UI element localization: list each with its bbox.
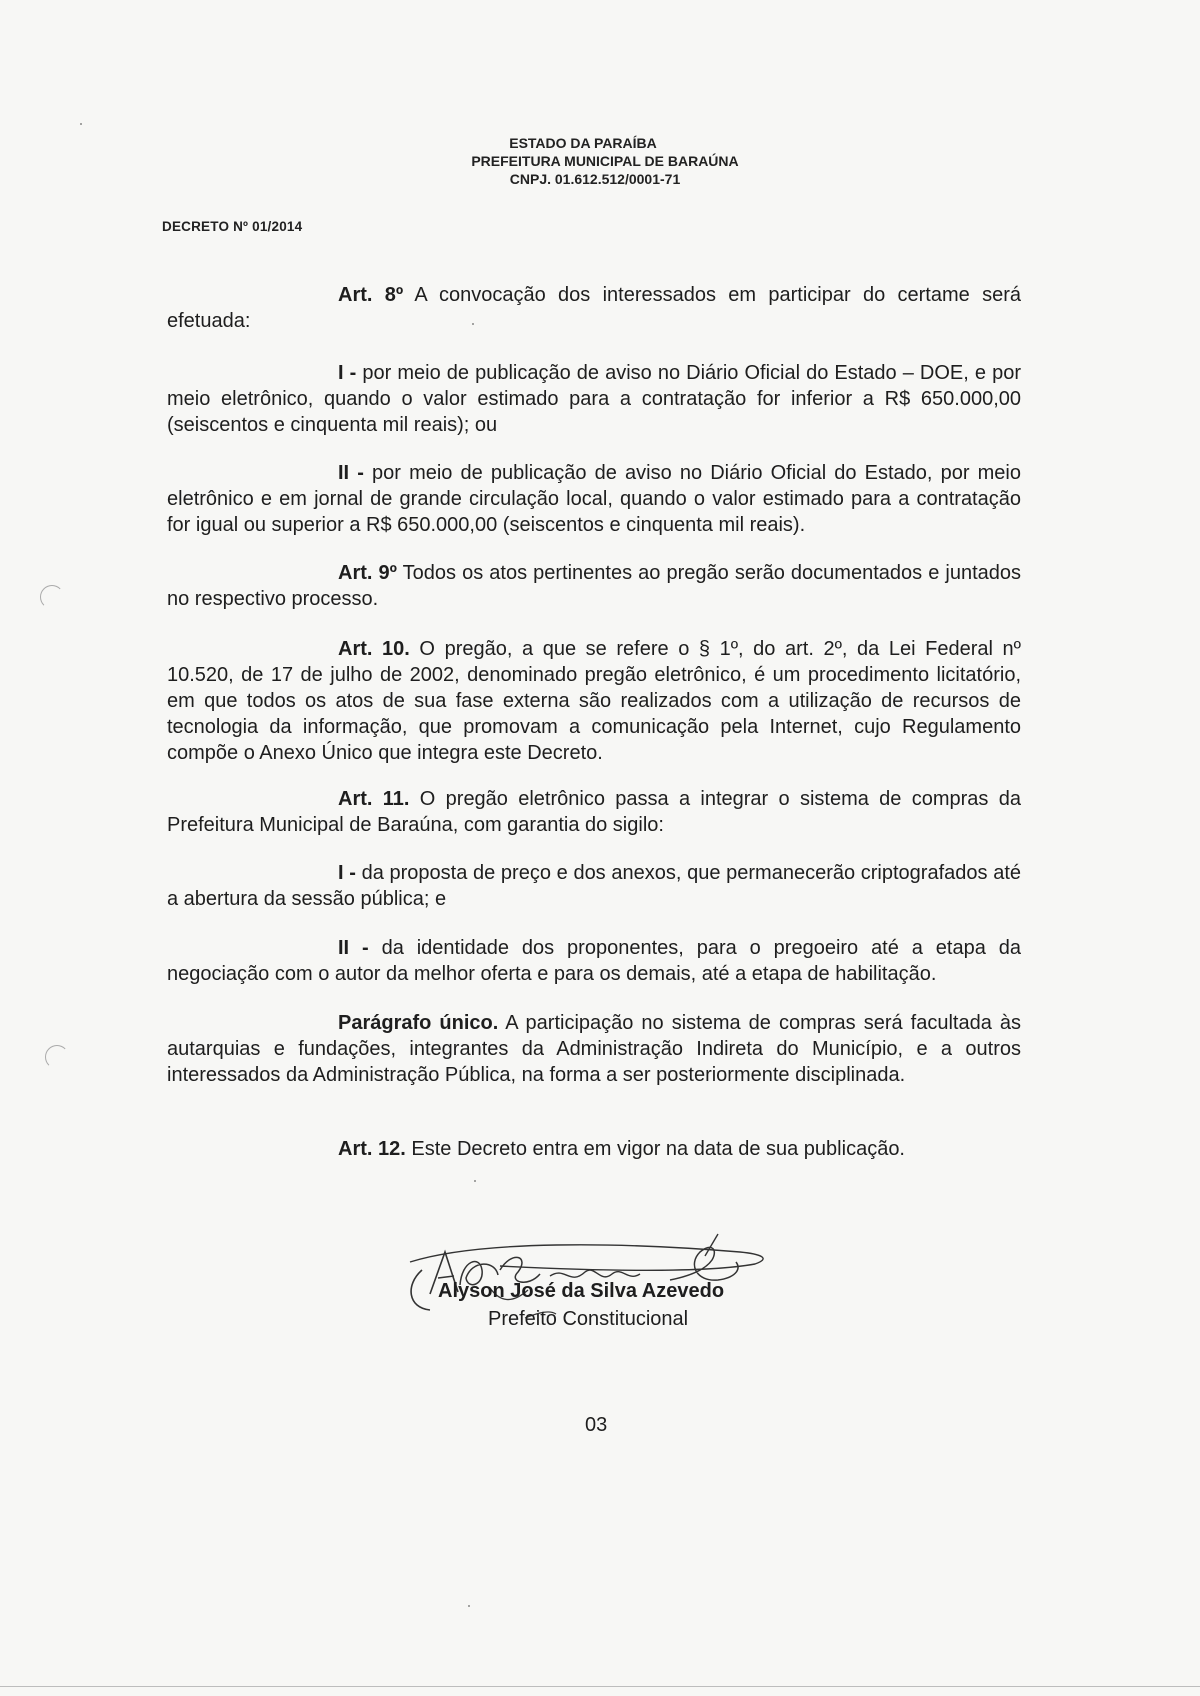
single-paragraph <box>167 1010 1021 1088</box>
article-11-item-2-text: da identidade dos proponentes, para o pregoeiro até a etapa da negociação com o autor da melhor oferta e para os demais, até a etapa de habilitação. <box>167 937 1021 985</box>
article-11 <box>167 786 1021 838</box>
article-12 <box>167 1136 1021 1162</box>
article-11-item-1-label: I - <box>338 862 356 884</box>
article-8 <box>167 282 1021 334</box>
article-10 <box>167 636 1021 766</box>
page-number: 03 <box>585 1414 608 1436</box>
article-12-text: Este Decreto entra em vigor na data de sua publicação. <box>405 1138 905 1160</box>
article-8-item-1-text: por meio de publicação de aviso no Diário Oficial do Estado – DOE, e por meio eletrônico, quando o valor estimado para a contratação for inferior a R$ 650.000,00 (seiscentos e cinquenta mil reais); ou <box>167 362 1021 436</box>
article-8-item-2-text: por meio de publicação de aviso no Diário Oficial do Estado, por meio eletrônico e em jornal de grande circulação local, quando o valor estimado para a contratação for igual ou superior a R$ 650.000,00 (seiscentos e cinquenta mil reais). <box>167 462 1021 536</box>
article-9 <box>167 560 1021 612</box>
decree-number: DECRETO Nº 01/2014 <box>162 219 303 234</box>
scan-speck <box>468 1605 470 1607</box>
article-9-label: Art. 9º <box>338 562 397 584</box>
article-8-text: A convocação dos interessados em participar do certame será efetuada: <box>167 284 1021 332</box>
scan-edge <box>0 1686 1200 1687</box>
article-8-item-2-label: II - <box>338 462 364 484</box>
article-8-item-1 <box>167 360 1021 438</box>
article-11-item-2-label: II - <box>338 937 369 959</box>
article-10-text: O pregão, a que se refere o § 1º, do art. 2º, da Lei Federal nº 10.520, de 17 de julho de 2002, denominado pregão eletrônico, é um procedimento licitatório, em que todos os atos de sua fase externa são realizados com a utilização de recursos de tecnologia da informação, que promovam a comunicação pela Internet, cujo Regulamento compõe o Anexo Único que integra este Decreto. <box>167 638 1021 764</box>
article-11-text: O pregão eletrônico passa a integrar o sistema de compras da Prefeitura Municipal de Baraúna, com garantia do sigilo: <box>167 788 1021 836</box>
letterhead <box>380 134 830 188</box>
punch-hole-mark <box>40 585 64 609</box>
signature-block <box>400 1230 800 1340</box>
article-8-label: Art. 8º <box>338 284 404 306</box>
single-paragraph-label: Parágrafo único. <box>338 1012 499 1034</box>
article-12-label: Art. 12. <box>338 1138 406 1160</box>
article-8-item-1-label: I - <box>338 362 357 384</box>
signatory-title: Prefeito Constitucional <box>488 1308 689 1330</box>
article-11-label: Art. 11. <box>338 788 410 810</box>
article-11-item-2 <box>167 935 1021 987</box>
cnpj-number: CNPJ. 01.612.512/0001-71 <box>509 171 681 187</box>
signatory-name: Alyson José da Silva Azevedo <box>438 1280 725 1302</box>
article-8-item-2 <box>167 460 1021 538</box>
scan-speck <box>474 1180 476 1182</box>
article-10-label: Art. 10. <box>338 638 410 660</box>
article-11-item-1-text: da proposta de preço e dos anexos, que permanecerão criptografados até a abertura da sessão pública; e <box>167 862 1021 910</box>
state-name: ESTADO DA PARAÍBA <box>509 135 657 151</box>
article-9-text: Todos os atos pertinentes ao pregão serão documentados e juntados no respectivo processo. <box>167 562 1021 610</box>
article-11-item-1 <box>167 860 1021 912</box>
municipality-name: PREFEITURA MUNICIPAL DE BARAÚNA <box>471 153 739 169</box>
single-paragraph-text: A participação no sistema de compras será facultada às autarquias e fundações, integrantes da Administração Indireta do Município, e a outros interessados da Administração Pública, na forma a ser posteriormente disciplinada. <box>167 1012 1022 1086</box>
scan-speck <box>472 323 474 325</box>
punch-hole-mark <box>45 1045 69 1069</box>
scan-speck <box>80 123 82 125</box>
